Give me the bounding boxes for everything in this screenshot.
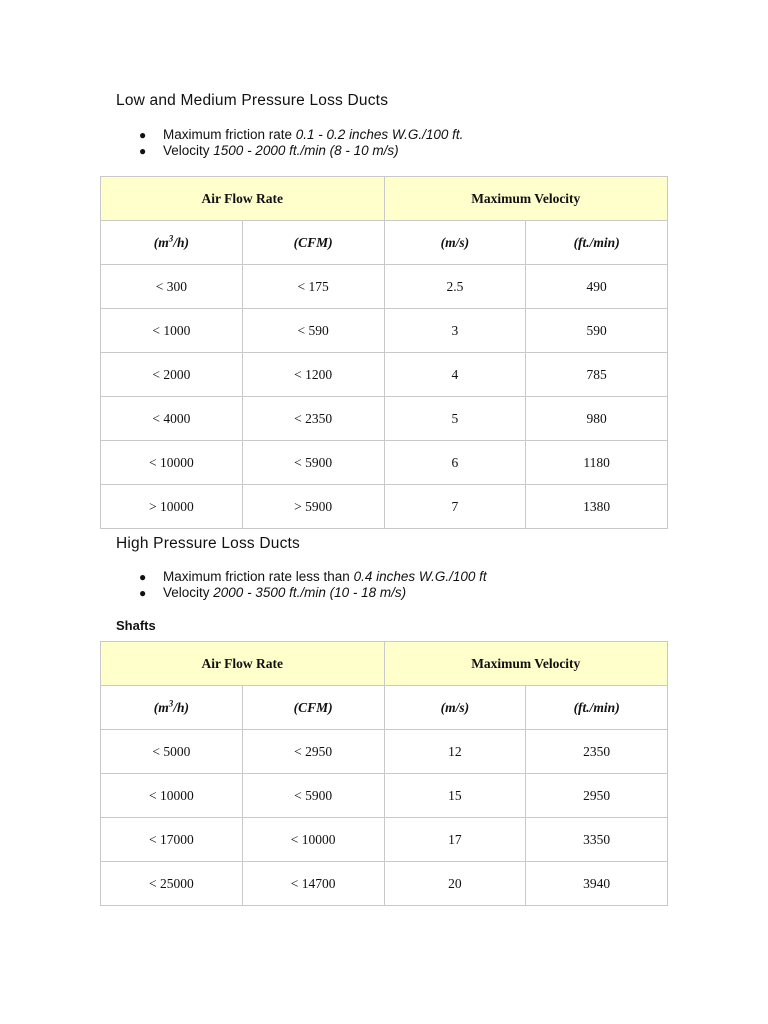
cell-ms: 6 bbox=[384, 441, 526, 485]
cell-cfm: < 10000 bbox=[242, 818, 384, 862]
cell-cfm: > 5900 bbox=[242, 485, 384, 529]
unit-cfm: (CFM) bbox=[242, 686, 384, 730]
table-row bbox=[101, 730, 668, 774]
bullet-dot-icon: ● bbox=[139, 570, 147, 584]
cell-m3h: < 5000 bbox=[101, 730, 243, 774]
subheading-shafts: Shafts bbox=[116, 618, 156, 633]
cell-cfm: < 590 bbox=[242, 309, 384, 353]
cell-ftmin: 590 bbox=[526, 309, 668, 353]
table-units-row bbox=[101, 221, 668, 265]
cell-cfm: < 1200 bbox=[242, 353, 384, 397]
cell-ms: 12 bbox=[384, 730, 526, 774]
header-air-flow-rate: Air Flow Rate bbox=[101, 177, 385, 221]
cell-ms: 2.5 bbox=[384, 265, 526, 309]
bullet-label: Maximum friction rate less than bbox=[163, 569, 354, 584]
cell-ftmin: 490 bbox=[526, 265, 668, 309]
cell-ftmin: 1180 bbox=[526, 441, 668, 485]
cell-cfm: < 175 bbox=[242, 265, 384, 309]
bullet-value: 1500 - 2000 ft./min (8 - 10 m/s) bbox=[213, 143, 399, 158]
bullet-value: 2000 - 3500 ft./min (10 - 18 m/s) bbox=[213, 585, 407, 600]
low-medium-bullet-list bbox=[139, 127, 463, 159]
cell-cfm: < 14700 bbox=[242, 862, 384, 906]
table-row bbox=[101, 818, 668, 862]
cell-cfm: < 5900 bbox=[242, 774, 384, 818]
header-air-flow-rate: Air Flow Rate bbox=[101, 642, 385, 686]
section-title-high-pressure: High Pressure Loss Ducts bbox=[116, 535, 300, 552]
cell-ftmin: 2350 bbox=[526, 730, 668, 774]
cell-ftmin: 3350 bbox=[526, 818, 668, 862]
section-title-low-medium: Low and Medium Pressure Loss Ducts bbox=[116, 92, 389, 109]
high-pressure-bullet-list bbox=[139, 569, 487, 601]
low-medium-velocity-table bbox=[100, 176, 668, 529]
table-row bbox=[101, 397, 668, 441]
cell-cfm: < 2950 bbox=[242, 730, 384, 774]
cell-cfm: < 5900 bbox=[242, 441, 384, 485]
table-row bbox=[101, 485, 668, 529]
cell-m3h: < 2000 bbox=[101, 353, 243, 397]
bullet-value: 0.1 - 0.2 inches W.G./100 ft. bbox=[295, 127, 464, 142]
table-row bbox=[101, 441, 668, 485]
cell-m3h: < 25000 bbox=[101, 862, 243, 906]
bullet-friction-rate bbox=[139, 127, 463, 143]
cell-m3h: > 10000 bbox=[101, 485, 243, 529]
unit-ms: (m/s) bbox=[384, 686, 526, 730]
cell-ms: 5 bbox=[384, 397, 526, 441]
header-maximum-velocity: Maximum Velocity bbox=[384, 177, 668, 221]
cell-ms: 15 bbox=[384, 774, 526, 818]
bullet-value: 0.4 inches W.G./100 ft bbox=[353, 569, 487, 584]
unit-ftmin: (ft./min) bbox=[526, 686, 668, 730]
bullet-velocity bbox=[139, 585, 487, 601]
cell-m3h: < 300 bbox=[101, 265, 243, 309]
bullet-label: Velocity bbox=[163, 585, 214, 600]
cell-m3h: < 10000 bbox=[101, 441, 243, 485]
bullet-label: Maximum friction rate bbox=[163, 127, 296, 142]
cell-ftmin: 3940 bbox=[526, 862, 668, 906]
unit-cfm: (CFM) bbox=[242, 221, 384, 265]
cell-m3h: < 17000 bbox=[101, 818, 243, 862]
unit-ftmin: (ft./min) bbox=[526, 221, 668, 265]
cell-m3h: < 10000 bbox=[101, 774, 243, 818]
cell-ms: 7 bbox=[384, 485, 526, 529]
cell-ftmin: 785 bbox=[526, 353, 668, 397]
cell-ms: 3 bbox=[384, 309, 526, 353]
cell-ms: 20 bbox=[384, 862, 526, 906]
bullet-dot-icon: ● bbox=[139, 144, 147, 158]
cell-m3h: < 1000 bbox=[101, 309, 243, 353]
table-row bbox=[101, 265, 668, 309]
bullet-velocity bbox=[139, 143, 463, 159]
cell-ms: 4 bbox=[384, 353, 526, 397]
bullet-label: Velocity bbox=[163, 143, 214, 158]
table-row bbox=[101, 862, 668, 906]
table-group-header-row bbox=[101, 642, 668, 686]
table-row bbox=[101, 353, 668, 397]
table-group-header-row bbox=[101, 177, 668, 221]
cell-ms: 17 bbox=[384, 818, 526, 862]
cell-ftmin: 1380 bbox=[526, 485, 668, 529]
shafts-velocity-table bbox=[100, 641, 668, 906]
unit-m3h: $(m^3/h)$ bbox=[101, 221, 243, 265]
cell-ftmin: 980 bbox=[526, 397, 668, 441]
bullet-dot-icon: ● bbox=[139, 586, 147, 600]
cell-m3h: < 4000 bbox=[101, 397, 243, 441]
cell-ftmin: 2950 bbox=[526, 774, 668, 818]
unit-ms: (m/s) bbox=[384, 221, 526, 265]
header-maximum-velocity: Maximum Velocity bbox=[384, 642, 668, 686]
bullet-dot-icon: ● bbox=[139, 128, 147, 142]
table-units-row bbox=[101, 686, 668, 730]
bullet-friction-rate bbox=[139, 569, 487, 585]
unit-m3h: $(m^3/h)$ bbox=[101, 686, 243, 730]
table-row bbox=[101, 774, 668, 818]
cell-cfm: < 2350 bbox=[242, 397, 384, 441]
table-row bbox=[101, 309, 668, 353]
